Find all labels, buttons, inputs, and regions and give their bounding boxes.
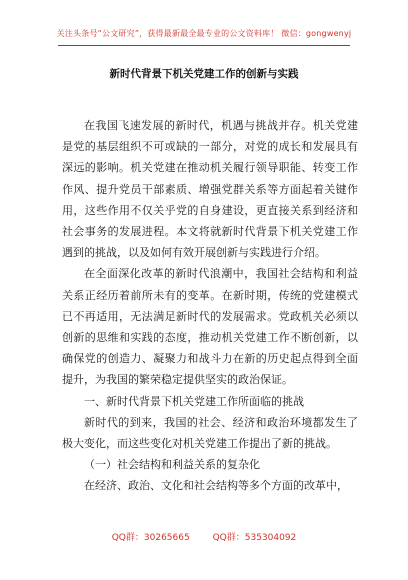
footer-contacts bbox=[0, 530, 408, 543]
footer-qq-group-2: QQ群：535304092 bbox=[212, 533, 297, 543]
header-notice: 关注头条号“公文研究”，获得最新最全最专业的公文资料库！ 微信：gongwenyj bbox=[56, 29, 352, 38]
subsection-heading: （一）社会结构和利益关系的复杂化 bbox=[84, 458, 260, 472]
document-body bbox=[62, 115, 358, 497]
document-title: 新时代背景下机关党建工作的创新与实践 bbox=[109, 68, 299, 80]
paragraph: 新时代的到来，我国的社会、经济和政治环境都发生了极大变化，而这些变化对机关党建工作提出了新的挑战。 bbox=[62, 415, 358, 451]
paragraph: 在经济、政治、文化和社会结构等多个方面的改革中， bbox=[84, 479, 348, 493]
header-divider bbox=[58, 45, 350, 46]
paragraph: 在全面深化改革的新时代浪潮中，我国社会结构和利益关系正经历着前所未有的变革。在新时期，传统的党建模式已不再适用，无法满足新时代的发展需求。党政机关必须以创新的思维和实践的态度，推动机关党建工作不断创新，以确保党的创造力、凝聚力和战斗力在新的历史起点得到全面提升，为我国的繁荣稳定提供坚实的政治保证。 bbox=[62, 267, 358, 387]
paragraph: 在我国飞速发展的新时代，机遇与挑战并存。机关党建是党的基层组织不可或缺的一部分，对党的成长和发展具有深远的影响。机关党建在推动机关履行领导职能、转变工作作风、提升党员干部素质、增强党群关系等方面起着关键作用，这些作用不仅关乎党的自身建设，更直接关系到经济和社会事务的发展进程。本文将就新时代背景下机关党建工作遇到的挑战，以及如何有效开展创新与实践进行介绍。 bbox=[62, 119, 358, 260]
footer-qq-group-1: QQ群：30265665 bbox=[111, 533, 190, 543]
section-heading: 一、新时代背景下机关党建工作所面临的挑战 bbox=[84, 394, 304, 408]
